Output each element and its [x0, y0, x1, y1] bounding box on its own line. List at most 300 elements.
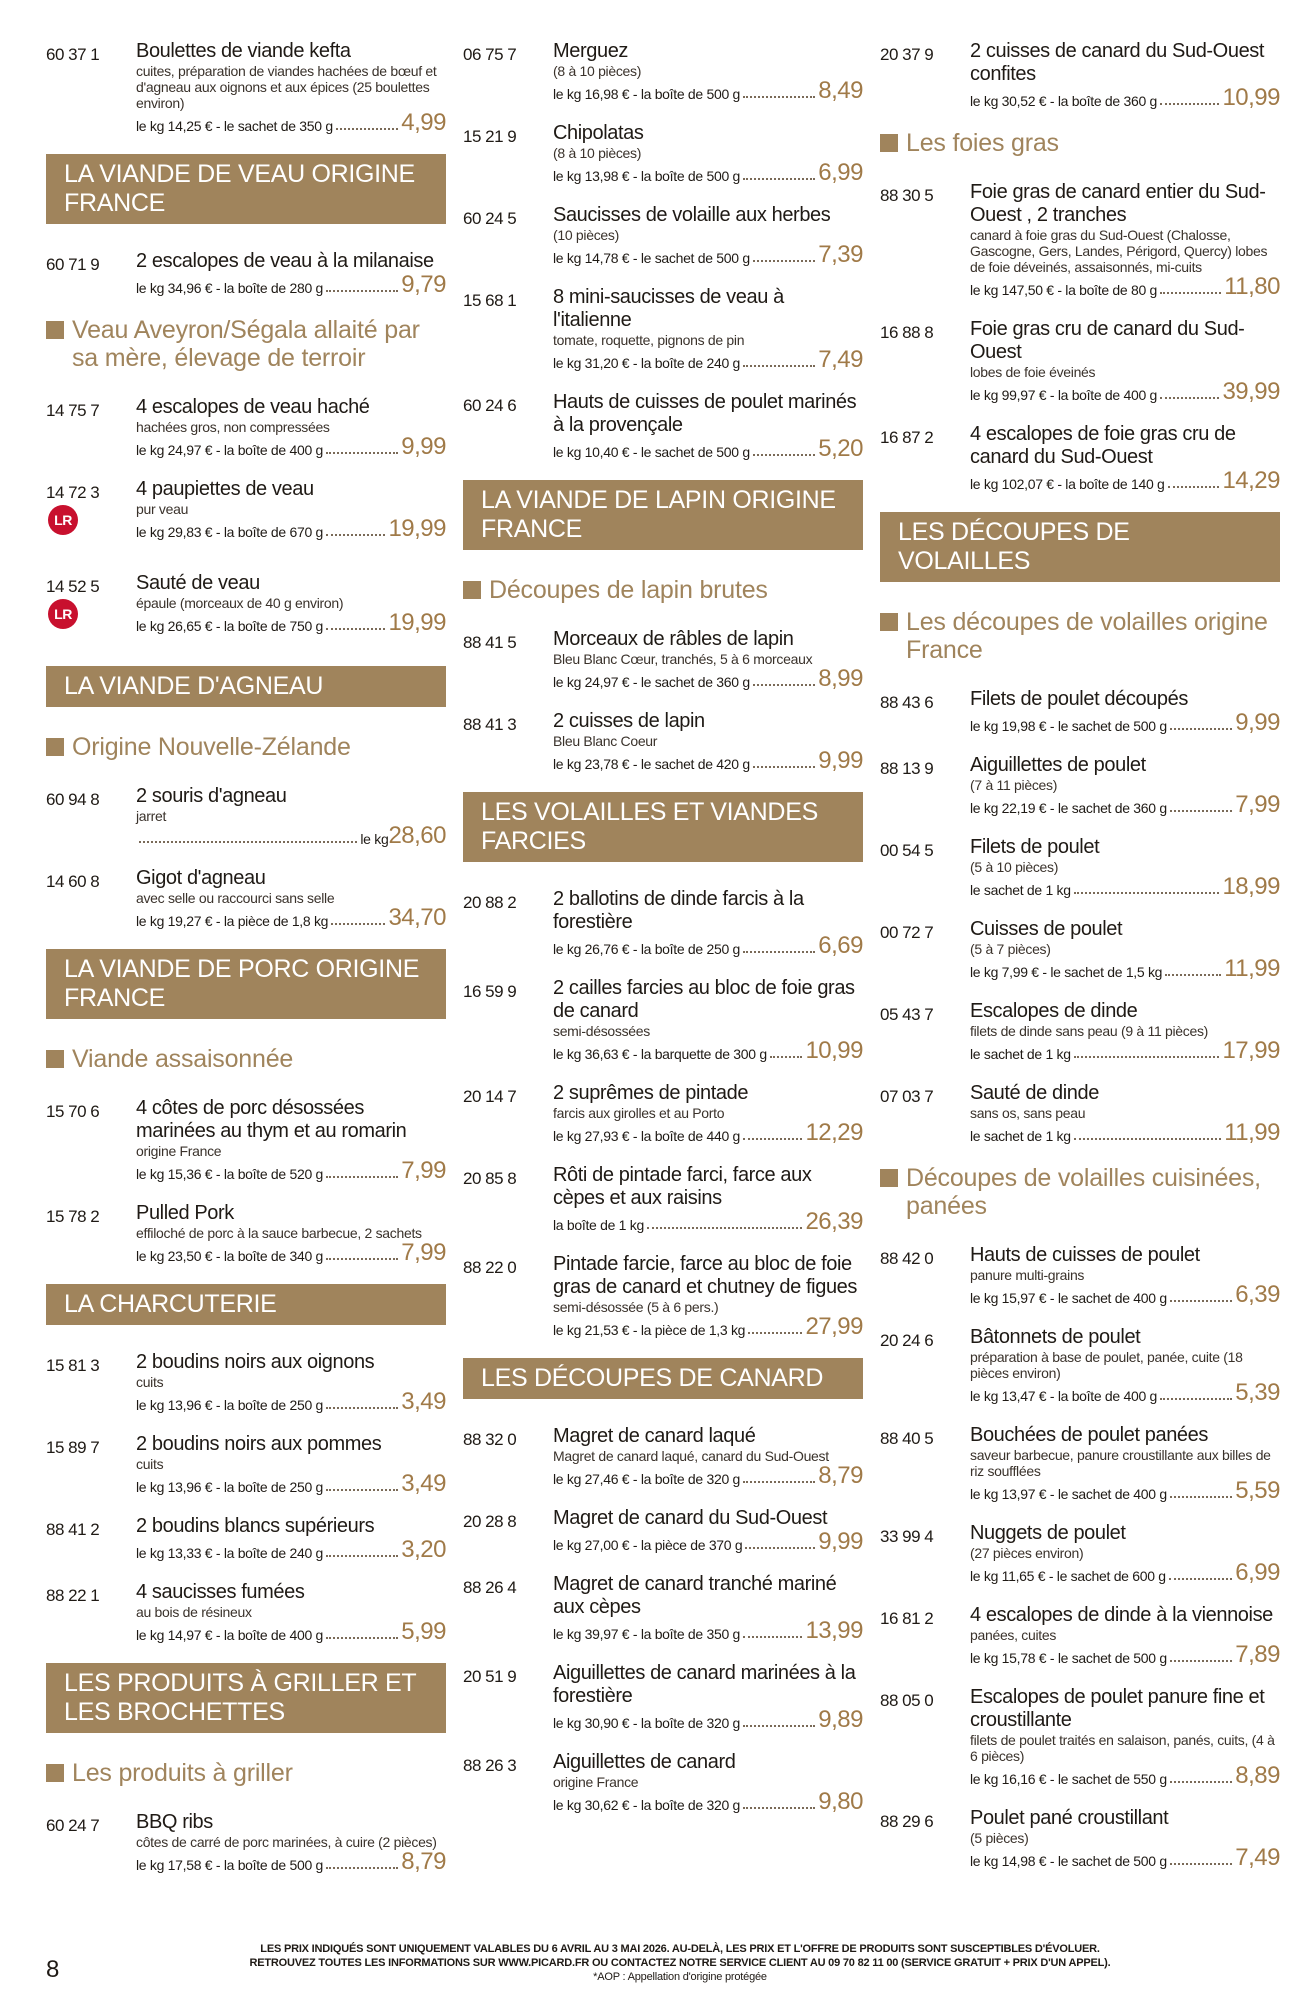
unit-price: le kg 29,83 € - la boîte de 670 g	[136, 524, 324, 540]
product-description: Bleu Blanc Coeur	[553, 733, 658, 749]
unit-price: le kg 102,07 € - la boîte de 140 g	[970, 476, 1165, 492]
leader-dots	[770, 1056, 803, 1058]
column-1	[46, 40, 446, 1893]
product-details	[136, 1202, 446, 1265]
product-code	[46, 1097, 136, 1183]
product-name: 4 escalopes de veau haché	[136, 396, 370, 418]
product-description: Bleu Blanc Cœur, tranchés, 5 à 6 morceaux	[553, 651, 813, 667]
product-item	[463, 204, 863, 267]
leader-dots	[1160, 397, 1219, 399]
price: 10,99	[805, 1037, 863, 1064]
product-code	[463, 1082, 553, 1145]
price: 5,39	[1235, 1379, 1280, 1406]
product-details	[553, 977, 863, 1063]
product-item	[463, 1425, 863, 1488]
product-details	[136, 867, 446, 930]
price-line	[553, 348, 863, 372]
product-item	[463, 628, 863, 691]
product-code	[880, 40, 970, 110]
leader-dots	[743, 1807, 815, 1809]
price-line	[136, 517, 446, 541]
product-details	[136, 1515, 446, 1562]
price-line	[136, 1850, 446, 1874]
subsection-title: Découpes de volailles cuisinées, panées	[906, 1164, 1261, 1220]
product-details	[970, 1807, 1280, 1870]
product-code	[463, 40, 553, 103]
product-code-text: 88 40 5	[880, 1429, 934, 1448]
product-item	[46, 572, 446, 647]
subsection-heading	[46, 1045, 446, 1073]
product-item	[463, 122, 863, 185]
price-line	[970, 275, 1280, 299]
product-code	[880, 181, 970, 299]
product-item	[46, 1202, 446, 1265]
leader-dots	[326, 290, 398, 292]
product-description: sans os, sans peau	[970, 1105, 1086, 1121]
unit-price: le kg 13,96 € - la boîte de 250 g	[136, 1397, 324, 1413]
leader-dots	[745, 1547, 815, 1549]
product-item	[463, 1751, 863, 1814]
product-details	[970, 1082, 1280, 1145]
label-rouge-text: LR	[54, 606, 72, 622]
product-name: Sauté de veau	[136, 572, 260, 594]
price: 4,99	[401, 109, 446, 136]
product-name: Saucisses de volaille aux herbes	[553, 204, 831, 226]
price: 27,99	[805, 1313, 863, 1340]
price: 7,99	[401, 1239, 446, 1266]
unit-price: le kg 27,93 € - la boîte de 440 g	[553, 1128, 741, 1144]
product-code-text: 88 43 6	[880, 693, 934, 712]
product-item	[880, 1522, 1280, 1585]
product-name: 4 paupiettes de veau	[136, 478, 314, 500]
price: 19,99	[388, 609, 446, 636]
product-name: Poulet pané croustillant	[970, 1807, 1169, 1829]
leader-dots	[326, 534, 385, 536]
price-line	[136, 1620, 446, 1644]
leader-dots	[326, 1489, 398, 1491]
leader-dots	[743, 1138, 802, 1140]
leader-dots	[326, 1867, 398, 1869]
product-code	[880, 318, 970, 404]
unit-price: le kg 21,53 € - la pièce de 1,3 kg	[553, 1322, 746, 1338]
price: 8,49	[818, 77, 863, 104]
product-name: 2 escalopes de veau à la milanaise	[136, 250, 434, 272]
product-code-text: 60 24 5	[463, 209, 517, 228]
product-code-text: 16 59 9	[463, 982, 517, 1001]
leader-dots	[753, 684, 815, 686]
unit-price: la boîte de 1 kg	[553, 1217, 644, 1233]
unit-price: le kg 14,78 € - le sachet de 500 g	[553, 250, 750, 266]
product-code-text: 88 32 0	[463, 1430, 517, 1449]
unit-price: le kg 13,98 € - la boîte de 500 g	[553, 168, 741, 184]
price: 11,80	[1224, 273, 1280, 300]
product-item	[880, 688, 1280, 735]
price-line	[970, 86, 1280, 110]
product-description: origine France	[136, 1143, 222, 1159]
leader-dots	[1170, 1863, 1232, 1865]
product-details	[136, 396, 446, 459]
leader-dots	[743, 365, 815, 367]
leader-dots	[647, 1227, 803, 1229]
subsection-title: Les foies gras	[906, 129, 1059, 157]
leader-dots	[743, 96, 815, 98]
subsection-heading	[880, 608, 1280, 664]
leader-dots	[1168, 486, 1220, 488]
leader-dots	[331, 923, 385, 925]
product-code	[463, 1573, 553, 1643]
leader-dots	[1160, 292, 1221, 294]
unit-price: le kg 15,97 € - le sachet de 400 g	[970, 1290, 1167, 1306]
product-code	[46, 1202, 136, 1265]
product-code-text: 16 87 2	[880, 428, 934, 447]
unit-price: le kg 30,62 € - la boîte de 320 g	[553, 1797, 741, 1813]
product-code-text: 88 26 3	[463, 1756, 517, 1775]
price-line	[970, 1121, 1280, 1145]
unit-price: le kg 23,50 € - la boîte de 340 g	[136, 1248, 324, 1264]
leader-dots	[1170, 810, 1232, 812]
product-description: effiloché de porc à la sauce barbecue, 2 sachets	[136, 1225, 422, 1241]
product-description: Magret de canard laqué, canard du Sud-Ouest	[553, 1448, 829, 1464]
product-code-text: 88 41 2	[46, 1520, 100, 1539]
product-item	[46, 1515, 446, 1562]
price: 5,99	[401, 1618, 446, 1645]
section-banner: LA VIANDE DE LAPIN ORIGINE FRANCE	[463, 480, 863, 550]
square-bullet-icon	[880, 1169, 898, 1187]
unit-price: le kg 13,96 € - la boîte de 250 g	[136, 1479, 324, 1495]
product-description: pur veau	[136, 501, 189, 517]
product-name: Filets de poulet découpés	[970, 688, 1188, 710]
product-item	[880, 918, 1280, 981]
price: 9,99	[1235, 709, 1280, 736]
leader-dots	[1074, 1056, 1220, 1058]
product-code-text: 16 88 8	[880, 323, 934, 342]
product-name: Magret de canard du Sud-Ouest	[553, 1507, 828, 1529]
product-item	[463, 40, 863, 103]
product-code	[46, 785, 136, 848]
price: 7,99	[401, 1157, 446, 1184]
product-item	[463, 1573, 863, 1643]
unit-price: le kg 14,97 € - la boîte de 400 g	[136, 1627, 324, 1643]
price: 26,39	[805, 1208, 863, 1235]
subsection-heading	[880, 129, 1280, 157]
product-name: Nuggets de poulet	[970, 1522, 1126, 1544]
price-line	[553, 1315, 863, 1339]
product-item	[46, 1433, 446, 1496]
product-code-text: 15 21 9	[463, 127, 517, 146]
product-code	[880, 836, 970, 899]
product-item	[463, 1082, 863, 1145]
product-details	[553, 628, 863, 691]
price: 5,20	[818, 435, 863, 462]
leader-dots	[326, 1176, 398, 1178]
product-code	[463, 977, 553, 1063]
subsection-title: Veau Aveyron/Ségala allaité par sa mère, élevage de terroir	[72, 316, 420, 372]
product-code-text: 60 94 8	[46, 790, 100, 809]
product-details	[970, 754, 1280, 817]
product-code-text: 20 85 8	[463, 1169, 517, 1188]
product-name: 2 suprêmes de pintade	[553, 1082, 749, 1104]
product-code	[463, 1425, 553, 1488]
product-details	[553, 391, 863, 461]
product-name: Bâtonnets de poulet	[970, 1326, 1141, 1348]
product-name: Morceaux de râbles de lapin	[553, 628, 794, 650]
square-bullet-icon	[880, 613, 898, 631]
product-description: cuits	[136, 1374, 164, 1390]
unit-price: le kg 27,00 € - la pièce de 370 g	[553, 1537, 743, 1553]
product-name: Aiguillettes de canard	[553, 1751, 736, 1773]
product-description: filets de dinde sans peau (9 à 11 pièces)	[970, 1023, 1209, 1039]
product-description: filets de poulet traités en salaison, panés, cuits, (4 à 6 pièces)	[970, 1732, 1275, 1764]
price: 13,99	[805, 1617, 863, 1644]
leader-dots	[743, 1725, 815, 1727]
price: 17,99	[1222, 1037, 1280, 1064]
unit-price: le kg 13,33 € - la boîte de 240 g	[136, 1545, 324, 1561]
leader-dots	[336, 128, 398, 130]
price-line	[553, 934, 863, 958]
leader-dots	[326, 1555, 398, 1557]
unit-price: le kg 14,98 € - le sachet de 500 g	[970, 1853, 1167, 1869]
leader-dots	[326, 1258, 398, 1260]
product-details	[553, 1662, 863, 1732]
product-item	[880, 1082, 1280, 1145]
product-item	[46, 478, 446, 553]
product-code	[463, 204, 553, 267]
product-code-text: 15 78 2	[46, 1207, 100, 1226]
product-details	[553, 40, 863, 103]
product-item	[880, 1244, 1280, 1307]
product-name: 2 cailles farcies au bloc de foie gras de canard	[553, 977, 855, 1022]
product-name: Aiguillettes de canard marinées à la forestière	[553, 1662, 856, 1707]
product-description: farcis aux girolles et au Porto	[553, 1105, 725, 1121]
product-description: avec selle ou raccourci sans selle	[136, 890, 335, 906]
leader-dots	[139, 841, 357, 843]
leader-dots	[743, 1481, 815, 1483]
product-code	[46, 1811, 136, 1874]
price-line	[970, 1643, 1280, 1667]
product-code	[463, 710, 553, 773]
price-line	[970, 1479, 1280, 1503]
product-item	[46, 396, 446, 459]
product-code-text: 20 37 9	[880, 45, 934, 64]
product-name: Cuisses de poulet	[970, 918, 1123, 940]
price: 39,99	[1222, 378, 1280, 405]
unit-price: le kg 16,98 € - la boîte de 500 g	[553, 86, 741, 102]
product-item	[46, 40, 446, 135]
price: 8,79	[818, 1462, 863, 1489]
product-code-text: 20 51 9	[463, 1667, 517, 1686]
label-rouge-icon	[46, 502, 80, 538]
subsection-heading	[46, 316, 446, 372]
product-code-text: 60 24 6	[463, 396, 517, 415]
product-details	[553, 1573, 863, 1643]
unit-price: le kg 24,97 € - la boîte de 400 g	[136, 442, 324, 458]
product-name: Magret de canard tranché mariné aux cèpes	[553, 1573, 837, 1618]
price-line	[136, 273, 446, 297]
price-line	[970, 1764, 1280, 1788]
product-code	[880, 423, 970, 493]
product-description: lobes de foie éveinés	[970, 364, 1096, 380]
leader-dots	[1160, 1398, 1232, 1400]
section-banner: LA VIANDE DE PORC ORIGINE FRANCE	[46, 949, 446, 1019]
product-details	[553, 710, 863, 773]
unit-price: le kg 30,52 € - la boîte de 360 g	[970, 93, 1158, 109]
product-code-text: 06 75 7	[463, 45, 517, 64]
product-description: (8 à 10 pièces)	[553, 63, 642, 79]
product-item	[880, 423, 1280, 493]
unit-price: le kg 34,96 € - la boîte de 280 g	[136, 280, 324, 296]
product-item	[463, 1164, 863, 1234]
product-item	[46, 1351, 446, 1414]
unit-price: le kg 17,58 € - la boîte de 500 g	[136, 1857, 324, 1873]
subsection-title: Origine Nouvelle-Zélande	[72, 733, 351, 761]
product-details	[970, 836, 1280, 899]
leader-dots	[743, 178, 815, 180]
product-details	[970, 1000, 1280, 1063]
unit-price: le sachet de 1 kg	[970, 1046, 1071, 1062]
product-code-text: 88 42 0	[880, 1249, 934, 1268]
product-item	[880, 1424, 1280, 1503]
price: 7,49	[1235, 1844, 1280, 1871]
unit-price: le kg 10,40 € - le sachet de 500 g	[553, 444, 750, 460]
product-name: Escalopes de poulet panure fine et croustillante	[970, 1686, 1265, 1731]
price: 14,29	[1222, 467, 1280, 494]
product-code-text: 88 05 0	[880, 1691, 934, 1710]
product-description: (10 pièces)	[553, 227, 619, 243]
price: 9,89	[818, 1706, 863, 1733]
product-name: Foie gras de canard entier du Sud-Ouest , 2 tranches	[970, 181, 1266, 226]
product-item	[46, 1581, 446, 1644]
product-details	[136, 1811, 446, 1874]
product-details	[970, 1686, 1280, 1788]
price-line	[553, 437, 863, 461]
unit-price: le kg 23,78 € - le sachet de 420 g	[553, 756, 750, 772]
price-line	[970, 469, 1280, 493]
price: 9,80	[818, 1788, 863, 1815]
product-code-text: 14 72 3	[46, 483, 100, 502]
price: 7,39	[818, 241, 863, 268]
product-name: Pulled Pork	[136, 1202, 234, 1224]
product-name: Hauts de cuisses de poulet	[970, 1244, 1200, 1266]
subsection-title: Découpes de lapin brutes	[489, 576, 768, 604]
product-name: 4 escalopes de foie gras cru de canard du Sud-Ouest	[970, 423, 1236, 468]
product-description: cuits	[136, 1456, 164, 1472]
product-code-text: 14 60 8	[46, 872, 100, 891]
unit-price: le kg 99,97 € - la boîte de 400 g	[970, 387, 1158, 403]
product-details	[970, 688, 1280, 735]
product-code-text: 60 24 7	[46, 1816, 100, 1835]
footer-line-1: LES PRIX INDIQUÉS SONT UNIQUEMENT VALABLES DU 6 AVRIL AU 3 MAI 2026. AU-DELÀ, LES PRIX ET L'OFFRE DE PRODUITS SONT SUSCEPTIBLES D'ÉVOLUER.	[260, 1943, 1100, 1955]
product-details	[553, 1164, 863, 1234]
product-description: (5 à 10 pièces)	[970, 859, 1059, 875]
product-item	[46, 1097, 446, 1183]
product-description: préparation à base de poulet, panée, cuite (18 pièces environ)	[970, 1349, 1243, 1381]
product-details	[970, 1522, 1280, 1585]
product-code	[46, 250, 136, 297]
price: 8,89	[1235, 1762, 1280, 1789]
product-description: canard à foie gras du Sud-Ouest (Chalosse, Gascogne, Gers, Landes, Périgord, Quercy) lobes de foie déveinés, assaisonnés, mi-cuits	[970, 227, 1268, 275]
unit-price: le kg 31,20 € - la boîte de 240 g	[553, 355, 741, 371]
subsection-heading	[463, 576, 863, 604]
leader-dots	[743, 951, 815, 953]
unit-price: le kg 14,25 € - le sachet de 350 g	[136, 118, 333, 134]
price: 10,99	[1222, 84, 1280, 111]
product-item	[46, 1811, 446, 1874]
unit-price: le kg 15,78 € - le sachet de 500 g	[970, 1650, 1167, 1666]
product-code	[46, 1515, 136, 1562]
leader-dots	[1170, 1300, 1232, 1302]
product-name: Hauts de cuisses de poulet marinés à la provençale	[553, 391, 857, 436]
leader-dots	[326, 452, 398, 454]
product-code-text: 15 70 6	[46, 1102, 100, 1121]
price-line	[970, 793, 1280, 817]
unit-price: le kg 15,36 € - la boîte de 520 g	[136, 1166, 324, 1182]
product-code	[463, 1164, 553, 1234]
price: 3,20	[401, 1536, 446, 1563]
product-code-text: 15 68 1	[463, 291, 517, 310]
section-banner: LES VOLAILLES ET VIANDES FARCIES	[463, 792, 863, 862]
leader-dots	[1170, 728, 1232, 730]
product-item	[880, 1686, 1280, 1788]
price: 9,79	[401, 271, 446, 298]
leader-dots	[1170, 1660, 1232, 1662]
product-code	[463, 122, 553, 185]
product-details	[136, 1097, 446, 1183]
product-code	[880, 1000, 970, 1063]
section-banner: LES PRODUITS À GRILLER ET LES BROCHETTES	[46, 1663, 446, 1733]
leader-dots	[753, 766, 815, 768]
product-name: 2 boudins blancs supérieurs	[136, 1515, 375, 1537]
product-name: 2 ballotins de dinde farcis à la forestière	[553, 888, 804, 933]
product-description: saveur barbecue, panure croustillante aux billes de riz soufflées	[970, 1447, 1271, 1479]
price: 8,79	[401, 1848, 446, 1875]
product-code-text: 20 88 2	[463, 893, 517, 912]
footer	[180, 1942, 1180, 1984]
square-bullet-icon	[46, 1764, 64, 1782]
product-code-text: 20 28 8	[463, 1512, 517, 1531]
price-line	[136, 1472, 446, 1496]
product-code-text: 88 26 4	[463, 1578, 517, 1597]
product-item	[463, 286, 863, 372]
product-details	[136, 478, 446, 553]
product-name: 4 côtes de porc désossées marinées au thym et au romarin	[136, 1097, 407, 1142]
leader-dots	[1074, 1138, 1221, 1140]
product-details	[553, 122, 863, 185]
square-bullet-icon	[463, 581, 481, 599]
price-line	[553, 1708, 863, 1732]
product-description: panure multi-grains	[970, 1267, 1085, 1283]
price-line	[136, 435, 446, 459]
product-details	[553, 1082, 863, 1145]
subsection-heading	[46, 733, 446, 761]
product-code	[463, 391, 553, 461]
unit-price: le sachet de 1 kg	[970, 882, 1071, 898]
unit-price: le kg 7,99 € - le sachet de 1,5 kg	[970, 964, 1163, 980]
product-item	[880, 40, 1280, 110]
price: 7,49	[818, 346, 863, 373]
product-details	[136, 1581, 446, 1644]
price-line	[970, 957, 1280, 981]
product-item	[880, 1000, 1280, 1063]
product-description: origine France	[553, 1774, 639, 1790]
price: 5,59	[1235, 1477, 1280, 1504]
price-line	[553, 1619, 863, 1643]
price: 6,99	[818, 159, 863, 186]
product-code	[46, 40, 136, 135]
product-item	[880, 318, 1280, 404]
product-item	[880, 1326, 1280, 1405]
product-code-text: 16 81 2	[880, 1609, 934, 1628]
product-name: Rôti de pintade farci, farce aux cèpes et aux raisins	[553, 1164, 812, 1209]
